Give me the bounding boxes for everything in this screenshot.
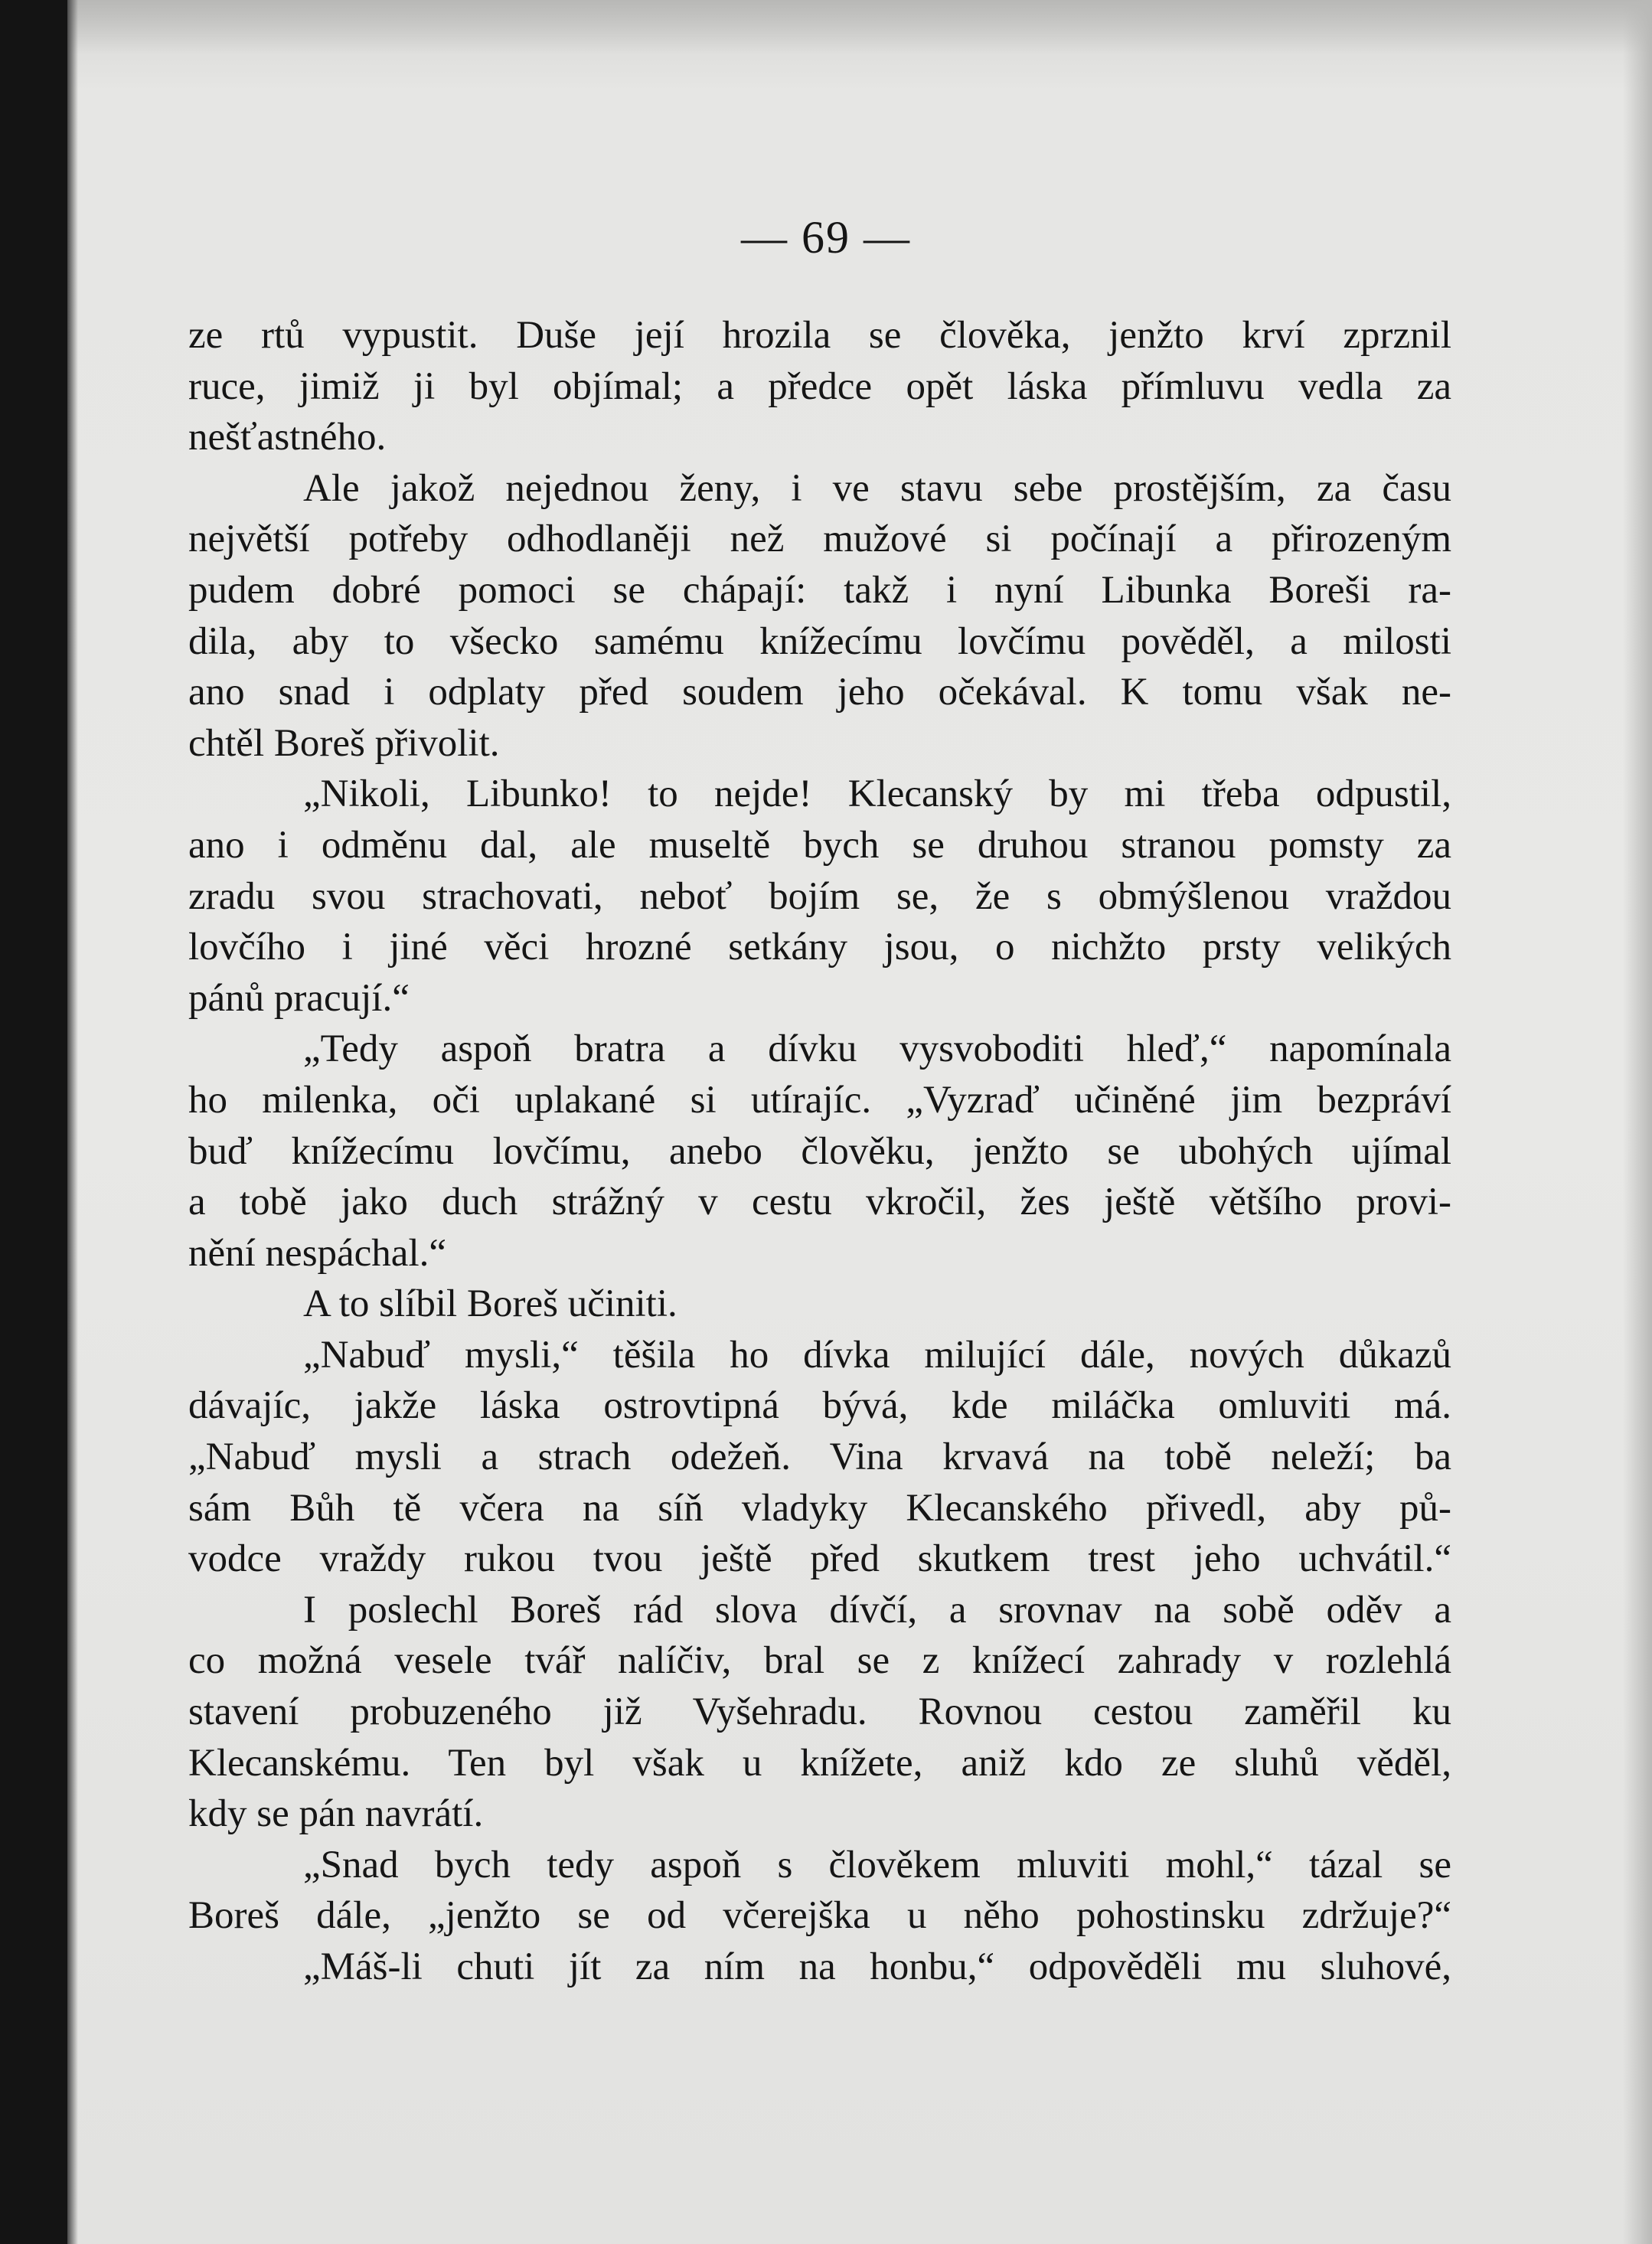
text-line: ze rtů vypustit. Duše její hrozila se člověka, jenžto krví zprznil: [188, 314, 1451, 357]
text-line: Boreš dále, „jenžto se od včerejška u něho pohostinsku zdržuje?“: [188, 1894, 1451, 1938]
text-line: dila, aby to všecko samému knížecímu lovčímu pověděl, a milosti: [188, 619, 1451, 663]
page-right-edge: [1623, 0, 1652, 2244]
spine-shadow: [67, 0, 78, 2244]
text-line: největší potřeby odhodlaněji než mužové si počínají a přirozeným: [188, 518, 1451, 561]
text-line: „Tedy aspoň bratra a dívku vysvoboditi hleď,“ napomínala: [303, 1027, 1451, 1071]
text-line: stavení probuzeného již Vyšehradu. Rovnou cestou zaměřil ku: [188, 1690, 1451, 1734]
text-line: ano i odměnu dal, ale museltě bych se druhou stranou pomsty za: [188, 823, 1451, 867]
text-line: co možná vesele tvář nalíčiv, bral se z knížecí zahrady v rozlehlá: [188, 1639, 1451, 1683]
text-line: sám Bůh tě včera na síň vladyky Klecanského přivedl, aby pů-: [188, 1486, 1451, 1530]
text-line: zradu svou strachovati, neboť bojím se, že s obmýšlenou vraždou: [188, 874, 1451, 918]
text-line: ruce, jimiž ji byl objímal; a předce opět láska přímluvu vedla za: [188, 364, 1451, 408]
text-line: „Máš-li chuti jít za ním na honbu,“ odpověděli mu sluhové,: [303, 1945, 1451, 1988]
text-line: I poslechl Boreš rád slova dívčí, a srovnav na sobě oděv a: [303, 1588, 1451, 1632]
text-line: lovčího i jiné věci hrozné setkány jsou, o nichžto prsty velikých: [188, 926, 1451, 969]
text-line: ho milenka, oči uplakané si utírajíc. „Vyzraď učiněné jim bezpráví: [188, 1078, 1451, 1122]
text-line: dávajíc, jakže láska ostrovtipná bývá, kde miláčka omluviti má.: [188, 1384, 1451, 1428]
page-number: — 69 —: [741, 212, 911, 263]
text-line: nění nespáchal.“: [188, 1231, 447, 1275]
text-line: „Nikoli, Libunko! to nejde! Klecanský by mi třeba odpustil,: [303, 772, 1451, 816]
text-line: kdy se pán navrátí.: [188, 1792, 484, 1836]
text-line: „Nabuď mysli a strach odežeň. Vina krvavá na tobě neleží; ba: [188, 1436, 1451, 1479]
text-line: nešťastného.: [188, 416, 387, 459]
text-line: „Nabuď mysli,“ těšila ho dívka milující dále, nových důkazů: [303, 1333, 1451, 1377]
body-text: [188, 310, 1451, 1993]
text-line: vodce vraždy rukou tvou ještě před skutkem trest jeho uchvátil.“: [188, 1537, 1451, 1581]
text-line: Ale jakož nejednou ženy, i ve stavu sebe prostějším, za času: [303, 466, 1451, 510]
text-line: „Snad bych tedy aspoň s člověkem mluviti mohl,“ tázal se: [303, 1843, 1451, 1886]
text-line: pudem dobré pomoci se chápají: takž i nyní Libunka Boreši ra-: [188, 568, 1451, 612]
text-line: buď knížecímu lovčímu, anebo člověku, jenžto se ubohých ujímal: [188, 1129, 1451, 1173]
text-line: ano snad i odplaty před soudem jeho očekával. K tomu však ne-: [188, 671, 1451, 714]
book-spine: [0, 0, 67, 2244]
text-line: A to slíbil Boreš učiniti.: [303, 1282, 677, 1326]
text-line: chtěl Boreš přivolit.: [188, 721, 500, 765]
text-line: a tobě jako duch strážný v cestu vkročil, žes ještě většího provi-: [188, 1181, 1451, 1224]
page-top-shadow: [67, 0, 1652, 54]
text-line: pánů pracují.“: [188, 976, 410, 1020]
text-line: Klecanskému. Ten byl však u knížete, aniž kdo ze sluhů věděl,: [188, 1741, 1451, 1785]
